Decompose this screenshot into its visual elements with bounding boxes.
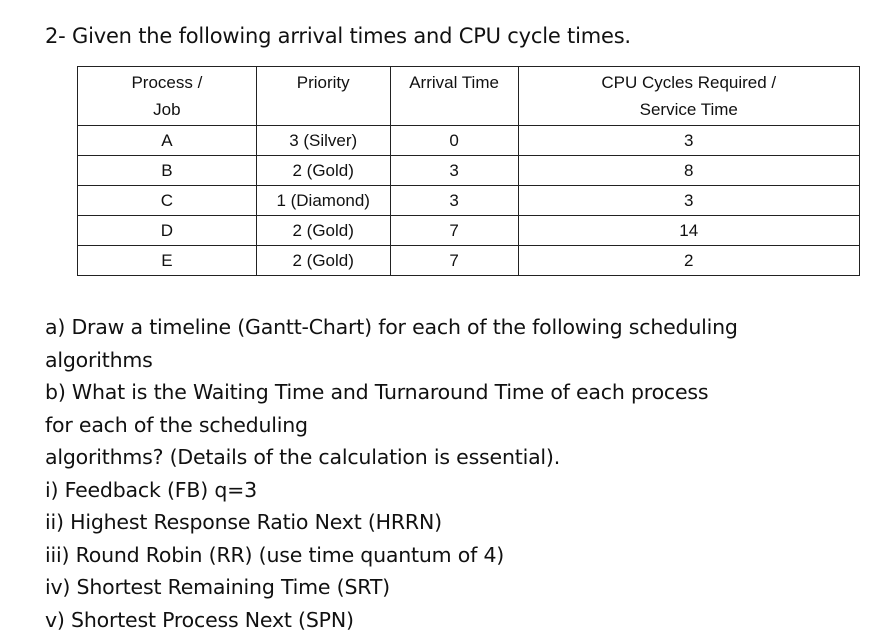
- cell-process: E: [78, 246, 257, 276]
- cell-process: D: [78, 216, 257, 246]
- table-row: [78, 126, 860, 156]
- cell-process: C: [78, 186, 257, 216]
- cell-cpu-cycles: 8: [518, 156, 860, 186]
- header-line: Service Time: [639, 100, 738, 119]
- cell-cpu-cycles: 3: [518, 126, 860, 156]
- cell-arrival-time: 3: [390, 156, 518, 186]
- question-b-line: algorithms? (Details of the calculation is essential).: [45, 445, 561, 469]
- cell-cpu-cycles: 14: [518, 216, 860, 246]
- question-b-line: for each of the scheduling: [45, 412, 308, 437]
- cell-cpu-cycles: 3: [518, 186, 860, 216]
- header-line: Job: [153, 100, 181, 119]
- cell-priority: 2 (Gold): [256, 246, 390, 276]
- cell-priority: 2 (Gold): [256, 156, 390, 186]
- header-line: CPU Cycles Required /: [601, 73, 777, 92]
- table-row: [78, 216, 860, 246]
- cell-process: A: [78, 126, 257, 156]
- questions-block: [45, 311, 865, 636]
- cell-priority: 2 (Gold): [256, 216, 390, 246]
- cell-arrival-time: 0: [390, 126, 518, 156]
- question-a-line: algorithms: [45, 347, 153, 372]
- header-line: Priority: [296, 73, 350, 92]
- algorithm-feedback: i) Feedback (FB) q=3: [45, 477, 257, 502]
- table-row: [78, 156, 860, 186]
- header-process-job: [78, 67, 257, 126]
- algorithm-round-robin: iii) Round Robin (RR) (use time quantum of 4): [45, 542, 505, 567]
- question-heading: 2- Given the following arrival times and CPU cycle times.: [45, 24, 631, 48]
- header-line: Process /: [131, 73, 203, 92]
- header-line: Arrival Time: [409, 73, 499, 92]
- cell-priority: 3 (Silver): [256, 126, 390, 156]
- algorithm-srt: iv) Shortest Remaining Time (SRT): [45, 575, 390, 599]
- algorithm-hrrn: ii) Highest Response Ratio Next (HRRN): [45, 510, 442, 534]
- cell-priority: 1 (Diamond): [256, 186, 390, 216]
- header-arrival-time: [390, 67, 518, 126]
- table-row: [78, 246, 860, 276]
- question-b-line: b) What is the Waiting Time and Turnaround Time of each process: [45, 380, 709, 404]
- algorithm-spn: v) Shortest Process Next (SPN): [45, 607, 354, 632]
- header-priority: [256, 67, 390, 126]
- cell-arrival-time: 3: [390, 186, 518, 216]
- process-table: [77, 66, 860, 276]
- cell-arrival-time: 7: [390, 246, 518, 276]
- table-header-row: [78, 67, 860, 126]
- cell-arrival-time: 7: [390, 216, 518, 246]
- cell-process: B: [78, 156, 257, 186]
- cell-cpu-cycles: 2: [518, 246, 860, 276]
- header-cpu-cycles: [518, 67, 860, 126]
- table-row: [78, 186, 860, 216]
- question-a-line: a) Draw a timeline (Gantt-Chart) for each of the following scheduling: [45, 315, 738, 339]
